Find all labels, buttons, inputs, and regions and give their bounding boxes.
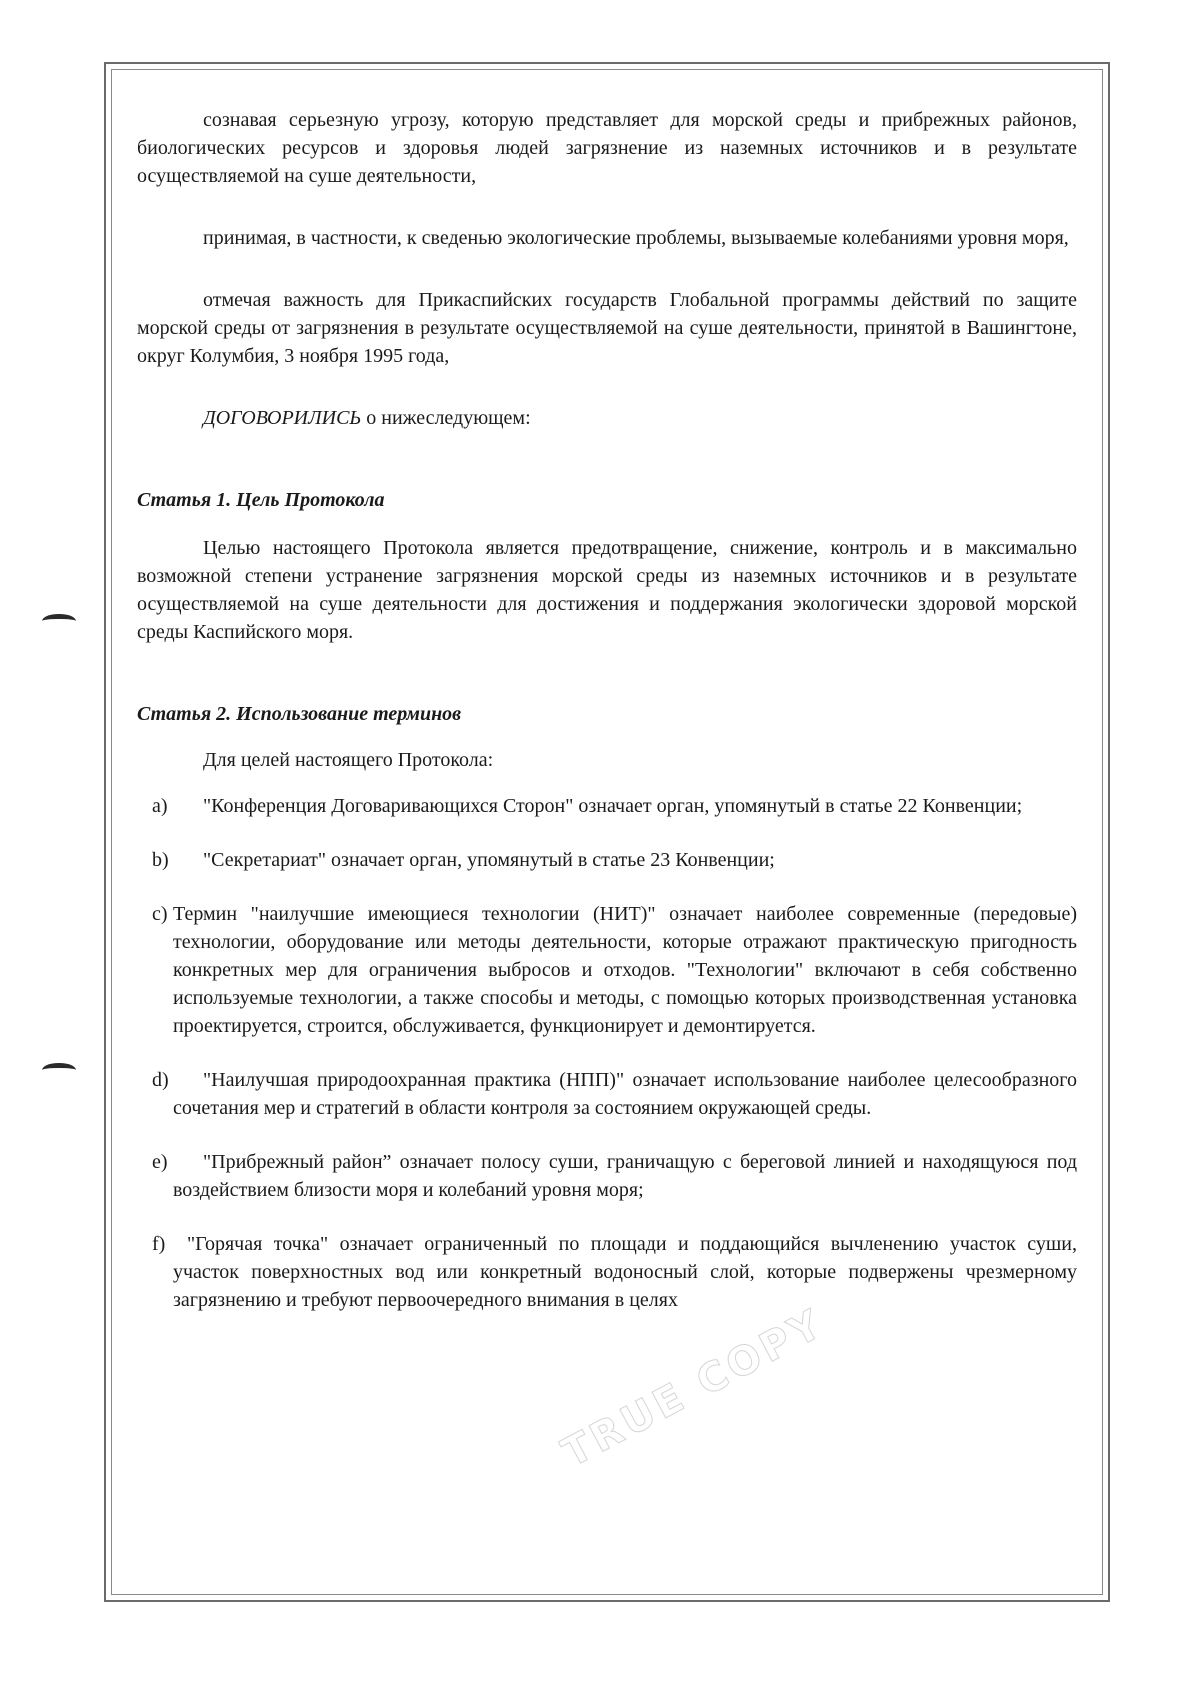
definition-text: "Конференция Договаривающихся Сторон" означает орган, упомянутый в статье 22 Конвенции; [203, 795, 1023, 817]
definition-text: "Секретариат" означает орган, упомянутый в статье 23 Конвенции; [203, 849, 775, 871]
punch-hole-mark [42, 614, 76, 628]
definition-item [137, 900, 1077, 1040]
preamble-paragraph: отмечая важность для Прикаспийских государств Глобальной программы действий по защите морской среды от загрязнения в результате осуществляемой на суше деятельности, принятой в Вашингтоне, округ Колумбия, 3 ноября 1995 года, [137, 289, 1077, 367]
definition-letter: e) [152, 1151, 168, 1173]
preamble-paragraph: принимая, в частности, к сведенью экологические проблемы, вызываемые колебаниями уровня моря, [203, 227, 1069, 249]
definition-item [137, 1148, 1077, 1204]
article-2-intro: Для целей настоящего Протокола: [203, 749, 494, 771]
definition-letter: c) [152, 903, 168, 925]
definition-item [137, 1066, 1077, 1122]
definition-letter: f) [152, 1233, 166, 1255]
agreed-paragraph [137, 404, 1077, 432]
definition-item [137, 1230, 1077, 1314]
definition-letter: b) [152, 849, 169, 871]
definition-text: Термин "наилучшие имеющиеся технологии (НИТ)" означает наиболее современные (передовые) технологии, оборудование или методы деятельности, которые отражают практическую пригодность конкретных мер для ограничения выбросов и отходов. "Технологии" включают в себя собственно используемые технологии, а также способы и методы, с помощью которых производственная установка проектируется, строится, обслуживается, функционирует и демонтируется. [173, 903, 1077, 1037]
article-1-heading: Статья 1. Цель Протокола [137, 489, 385, 511]
agreed-word: ДОГОВОРИЛИСЬ [203, 407, 362, 429]
definition-text: "Горячая точка" означает ограниченный по площади и поддающийся вычленению участок суши, участок поверхностных вод или конкретный водоносный слой, которые подвержены чрезмерному загрязнению и требуют первоочередного внимания в целях [173, 1233, 1077, 1311]
true-copy-stamp: TRUE COPY [555, 1300, 833, 1477]
definition-letter: a) [152, 795, 168, 817]
definition-text: "Наилучшая природоохранная практика (НПП)" означает использование наиболее целесообразного сочетания мер и стратегий в области контроля за состоянием окружающей среды. [173, 1069, 1077, 1119]
definition-text: "Прибрежный район” означает полосу суши, граничащую с береговой линией и находящуюся под воздействием близости моря и колебаний уровня моря; [173, 1151, 1077, 1201]
agreed-rest: о нижеследующем: [361, 407, 531, 429]
definition-letter: d) [152, 1069, 169, 1091]
definition-item [137, 792, 1077, 820]
document-body [137, 106, 1077, 1314]
article-2-heading: Статья 2. Использование терминов [137, 703, 462, 725]
article-1-text: Целью настоящего Протокола является предотвращение, снижение, контроль и в максимально возможной степени устранение загрязнения морской среды из наземных источников и в результате осуществляемой на суше деятельности для достижения и поддержания экологически здоровой морской среды Каспийского моря. [137, 537, 1077, 643]
definition-item [137, 846, 1077, 874]
preamble-paragraph: сознавая серьезную угрозу, которую представляет для морской среды и прибрежных районов, биологических ресурсов и здоровья людей загрязнение из наземных источников и в результате осуществляемой на суше деятельности, [137, 109, 1077, 187]
punch-hole-mark [42, 1063, 76, 1077]
